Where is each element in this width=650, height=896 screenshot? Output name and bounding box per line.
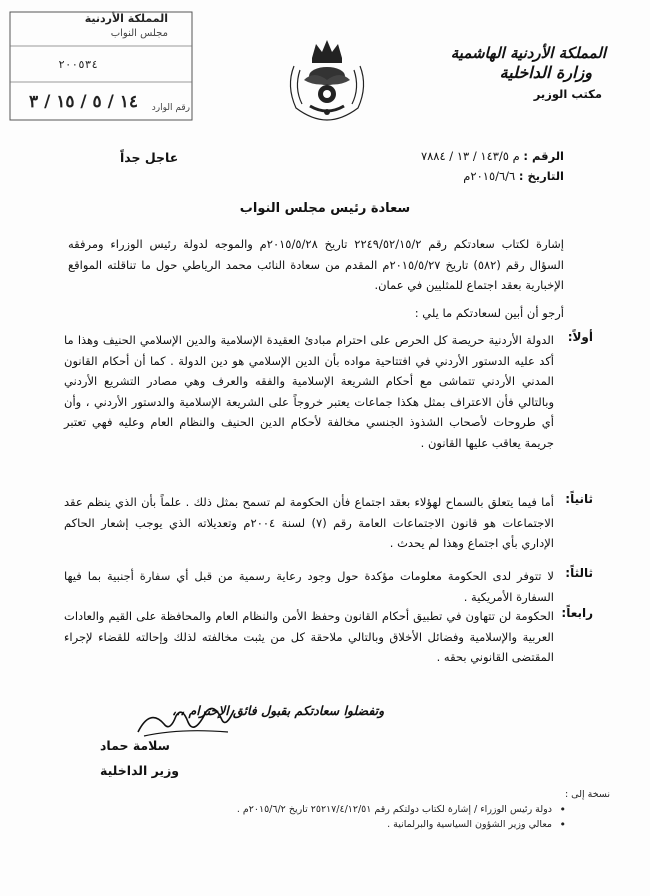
letterhead (446, 44, 606, 102)
signatory-title: وزير الداخلية (100, 763, 180, 778)
request-line: أرجو أن أبين لسعادتكم ما يلي : (414, 306, 564, 320)
reference-block (264, 146, 564, 186)
point-text: الدولة الأردنية حريصة كل الحرص على احترام مبادئ العقيدة الإسلامية والدين الإسلامي الحنيف وهذا ما أكد عليه الدستور الأردني في افتتاحية مواده بأن الدين الإسلامي هو دين الدولة . كما أن أحكام القانون المدني الأردني تتماشى مع أحكام الشريعة الإسلامية والفقه والعرف وهي مصادر التشريع الأردني وبالتالي فأن الاعتراف بمثل هكذا جماعات يعتبر خروجاً على الشريعة الإسلامية والدستور الأردني ، وأن أي طروحات لأصحاب الشذوذ الجنسي مخالفة لأحكام الدين الحنيف والنظام العام وعليه فهي تعتبر جريمة يعاقب عليها القانون . (64, 333, 554, 450)
point-text: أما فيما يتعلق بالسماح لهؤلاء بعقد اجتماع فأن الحكومة لم تسمح بمثل ذلك . علماً بأن الذي ينظم عقد الاجتماعات هو قانون الاجتماعات العامة رقم (٧) لسنة ٢٠٠٤م وتعديلاته الذي يوجب إشعار الحاكم الإداري بأي اجتماع وهذا لم يحدث . (64, 495, 554, 551)
signatory-name: سلامة حماد (100, 738, 170, 753)
point-label: أولاً: (567, 330, 593, 344)
urgent-mark: عاجل جداً (120, 150, 179, 165)
point-label: ثانياً: (565, 492, 593, 506)
copy-item: • دولة رئيس الوزراء / إشارة لكتاب دولتكم رقم ٢٥٢١٧/٤/١٢/٥١ تاريخ ٢٠١٥/٦/٢م . (50, 802, 552, 817)
stamp-received-label: رقم الوارد (151, 103, 190, 113)
closing-line: وتفضلوا سعادتكم بقبول فائق الإحترام ،،، (172, 703, 385, 718)
point-text: لا تتوفر لدى الحكومة معلومات مؤكدة حول وجود رعاية رسمية من قبل أي سفارة أجنبية بما فيها السفارة الأمريكية . (64, 569, 554, 604)
point-label: رابعاً: (561, 606, 593, 620)
stamp-line-2: مجلس النواب (110, 28, 168, 39)
copies-block (50, 787, 610, 832)
point-text: الحكومة لن تتهاون في تطبيق أحكام القانون وحفظ الأمن والنظام العام والمحافظة على القيم والعادات العربية والإسلامية وفضائل الأخلاق وبالتالي ملاحقة كل من يثبت مخالفته لذلك وإحالته للقضاء لإجراء المقتضى القانوني بحقه . (64, 609, 554, 665)
reference-date-label: التاريخ : (518, 169, 564, 183)
copy-item: • معالي وزير الشؤون السياسية والبرلمانية . (50, 817, 552, 832)
point-label: ثالثاً: (565, 566, 593, 580)
copies-heading: نسخة إلى : (564, 789, 610, 800)
stamp-number: ٢٠٠٥٣٤ (58, 58, 98, 71)
receiving-stamp (8, 10, 194, 122)
stamp-line-1: المملكة الأردنية (84, 12, 168, 25)
reference-number: م ١٤٣/٥ / ١٣ / ٧٨٨٤ (420, 149, 520, 163)
reference-date: ٢٠١٥/٦/٦م (463, 169, 516, 183)
ministry-name: وزارة الداخلية (499, 63, 592, 82)
intro-paragraph: إشارة لكتاب سعادتكم رقم ٢٢٤٩/٥٢/١٥/٢ تاريخ ٢٠١٥/٥/٢٨م والموجه لدولة رئيس الوزراء ومرفقه السؤال رقم (٥٨٢) تاريخ ٢٠١٥/٥/٢٧م المقدم من سعادة النائب محمد الرياطي حول ما تناقلته المواقع الإخبارية بعقد اجتماع للمثليين في عمان. (68, 237, 565, 292)
copies-list (50, 802, 610, 832)
addressee: سعادة رئيس مجلس النواب (239, 201, 411, 216)
office-name: مكتب الوزير (533, 87, 602, 101)
kingdom-name: المملكة الأردنية الهاشمية (450, 44, 606, 62)
stamp-received-date: ١٤ / ٥ / ١٥ / ٣ (29, 92, 138, 112)
reference-number-label: الرقم : (523, 149, 564, 163)
royal-crest-icon (282, 36, 372, 122)
